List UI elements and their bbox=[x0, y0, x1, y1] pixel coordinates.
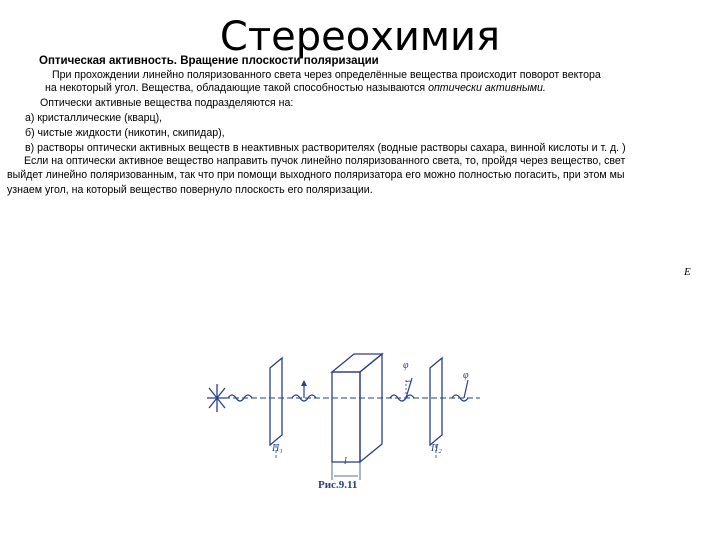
vector-symbol: E bbox=[684, 266, 691, 278]
text-fragment: на некоторый угол. Вещества, обладающие такой способностью называются bbox=[45, 82, 429, 94]
list-item: а) кристаллические (кварц), bbox=[25, 112, 163, 124]
slide-title: Стереохимия bbox=[219, 14, 501, 60]
rotation-angle-arc bbox=[406, 381, 411, 382]
arrowhead bbox=[301, 380, 307, 386]
paragraph-line: узнаем угол, на который вещество повернуло плоскость его поляризации. bbox=[7, 184, 373, 196]
paragraph-line: Оптически активные вещества подразделяются на: bbox=[40, 97, 294, 109]
polarized-wave-2 bbox=[390, 395, 414, 401]
paragraph-line bbox=[45, 82, 546, 95]
paragraph-line: При прохождении линейно поляризованного света через определённые вещества происходит поворот вектора bbox=[52, 69, 601, 81]
figure-caption: Рис.9.11 bbox=[318, 479, 358, 491]
optically-active-sample bbox=[332, 354, 382, 462]
figure-rotation-polarization bbox=[200, 340, 490, 500]
label-phi-right: φ bbox=[463, 370, 469, 381]
e-vector-output bbox=[464, 380, 468, 398]
label-p2: П₂ bbox=[431, 443, 442, 454]
label-length: l bbox=[344, 456, 347, 467]
list-item: б) чистые жидкости (никотин, скипидар), bbox=[25, 127, 225, 139]
slide-subtitle: Оптическая активность. Вращение плоскости поляризации bbox=[39, 55, 379, 67]
polarizer-p1 bbox=[270, 358, 282, 445]
paragraph-line: Если на оптически активное вещество направить пучок линейно поляризованного света, то, пройдя через вещество, свет bbox=[24, 155, 626, 167]
term-optically-active: оптически активными. bbox=[428, 82, 546, 94]
paragraph-line: выйдет линейно поляризованным, так что при помощи выходного поляризатора его можно полностью погасить, при этом мы bbox=[7, 169, 625, 181]
list-item: в) растворы оптически активных веществ в неактивных растворителях (водные растворы сахара, винной кислоты и т. д. ) bbox=[25, 142, 626, 154]
label-p1: П₁ bbox=[272, 443, 283, 454]
polarizer-p2 bbox=[430, 358, 442, 445]
label-phi-top: φ bbox=[403, 360, 409, 371]
